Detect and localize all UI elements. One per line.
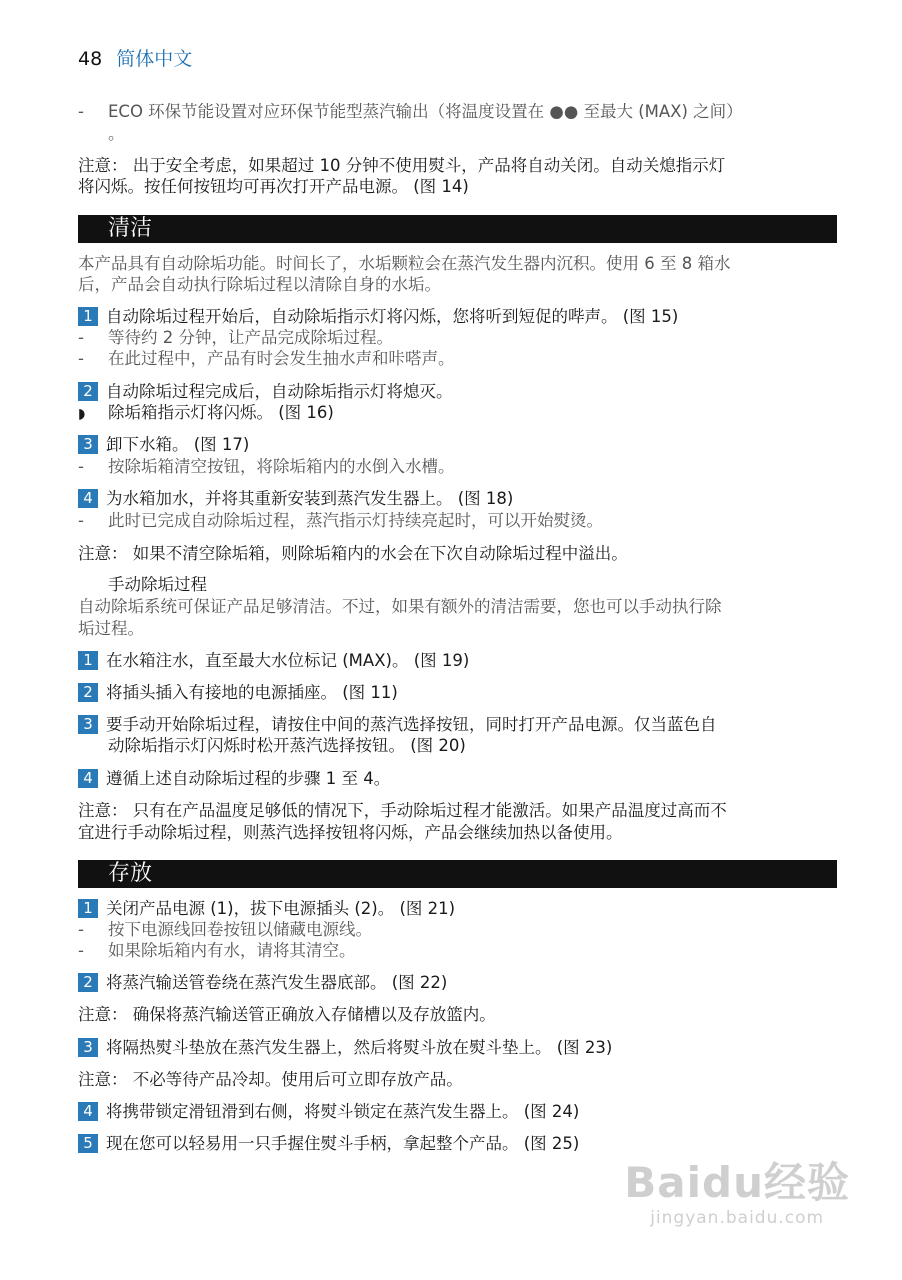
manual-descale-heading: 手动除垢过程	[108, 575, 207, 594]
step-number: 4	[78, 769, 98, 788]
page-header	[78, 44, 192, 71]
manual-step-2: 2 将插头插入有接地的电源插座。 (图 11)	[78, 682, 398, 703]
section-title-clean: 清洁	[78, 215, 837, 243]
storage-step-1-detail: - 按下电源线回卷按钮以储藏电源线。	[78, 920, 372, 939]
manual-step-4: 4 遵循上述自动除垢过程的步骤 1 至 4。	[78, 768, 390, 789]
storage-step-1-detail: - 如果除垢箱内有水，请将其清空。	[78, 941, 356, 960]
step-1: 1 自动除垢过程开始后，自动除垢指示灯将闪烁，您将听到短促的哔声。 (图 15)	[78, 306, 678, 327]
step-3-detail: - 按除垢箱清空按钮，将除垢箱内的水倒入水槽。	[78, 457, 455, 476]
step-number: 3	[78, 435, 98, 454]
manual-paragraph-cont: 垢过程。	[78, 619, 144, 638]
intro-note: 注意： 出于安全考虑，如果超过 10 分钟不使用熨斗，产品将自动关闭。自动关熄指示灯	[78, 156, 726, 175]
watermark-logo: Baidu经验	[624, 1158, 850, 1207]
step-number: 3	[78, 715, 98, 734]
baidu-watermark	[624, 1150, 850, 1228]
clean-paragraph-cont: 后，产品会自动执行除垢过程以清除自身的水垢。	[78, 275, 441, 294]
storage-step-4: 4 将携带锁定滑钮滑到右侧，将熨斗锁定在蒸汽发生器上。 (图 24)	[78, 1101, 579, 1122]
step-1-detail: - 等待约 2 分钟，让产品完成除垢过程。	[78, 328, 393, 347]
page-number: 48	[78, 48, 103, 70]
manual-step-3: 3 要手动开始除垢过程，请按住中间的蒸汽选择按钮，同时打开产品电源。仅当蓝色自	[78, 714, 717, 735]
result-bullet-icon: ◗	[78, 406, 86, 422]
step-number: 4	[78, 489, 98, 508]
intro-note-cont: 将闪烁。按任何按钮均可再次打开产品电源。 (图 14)	[78, 177, 469, 196]
manual-note: 注意： 只有在产品温度足够低的情况下，手动除垢过程才能激活。如果产品温度过高而不	[78, 801, 727, 820]
storage-note-1: 注意： 确保将蒸汽输送管正确放入存储槽以及存放篮内。	[78, 1005, 496, 1024]
clean-note: 注意： 如果不清空除垢箱，则除垢箱内的水会在下次自动除垢过程中溢出。	[78, 544, 628, 563]
manual-step-3-cont: 动除垢指示灯闪烁时松开蒸汽选择按钮。 (图 20)	[108, 736, 466, 755]
manual-paragraph: 自动除垢系统可保证产品足够清洁。不过，如果有额外的清洁需要，您也可以手动执行除	[78, 597, 722, 616]
step-number: 4	[78, 1102, 98, 1121]
eco-line: - ECO 环保节能设置对应环保节能型蒸汽输出（将温度设置在 ●● 至最大 (MAX) 之间）	[78, 102, 743, 121]
eco-line-cont: 。	[108, 124, 125, 143]
step-number: 1	[78, 651, 98, 670]
step-3: 3 卸下水箱。 (图 17)	[78, 434, 249, 455]
section-title-storage: 存放	[78, 860, 837, 888]
step-number: 2	[78, 683, 98, 702]
manual-step-1: 1 在水箱注水，直至最大水位标记 (MAX)。 (图 19)	[78, 650, 469, 671]
manual-note-cont: 宜进行手动除垢过程，则蒸汽选择按钮将闪烁，产品会继续加热以备使用。	[78, 823, 623, 842]
watermark-url: jingyan.baidu.com	[650, 1208, 825, 1228]
storage-step-5: 5 现在您可以轻易用一只手握住熨斗手柄，拿起整个产品。 (图 25)	[78, 1133, 579, 1154]
clean-paragraph: 本产品具有自动除垢功能。时间长了，水垢颗粒会在蒸汽发生器内沉积。使用 6 至 8 箱水	[78, 254, 731, 273]
language-label: 简体中文	[116, 48, 193, 70]
step-number: 1	[78, 899, 98, 918]
step-number: 3	[78, 1038, 98, 1057]
step-number: 1	[78, 307, 98, 326]
step-number: 2	[78, 382, 98, 401]
step-2-result: ◗ 除垢箱指示灯将闪烁。 (图 16)	[78, 402, 334, 425]
storage-step-2: 2 将蒸汽输送管卷绕在蒸汽发生器底部。 (图 22)	[78, 972, 447, 993]
step-4: 4 为水箱加水，并将其重新安装到蒸汽发生器上。 (图 18)	[78, 488, 513, 509]
step-number: 5	[78, 1134, 98, 1153]
step-number: 2	[78, 973, 98, 992]
storage-note-2: 注意： 不必等待产品冷却。使用后可立即存放产品。	[78, 1070, 463, 1089]
storage-step-1: 1 关闭产品电源 (1)，拔下电源插头 (2)。 (图 21)	[78, 898, 455, 919]
step-1-detail: - 在此过程中，产品有时会发生抽水声和咔嗒声。	[78, 349, 455, 368]
step-2: 2 自动除垢过程完成后，自动除垢指示灯将熄灭。	[78, 381, 453, 402]
storage-step-3: 3 将隔热熨斗垫放在蒸汽发生器上，然后将熨斗放在熨斗垫上。 (图 23)	[78, 1037, 612, 1058]
step-4-detail: - 此时已完成自动除垢过程，蒸汽指示灯持续亮起时，可以开始熨烫。	[78, 511, 603, 530]
